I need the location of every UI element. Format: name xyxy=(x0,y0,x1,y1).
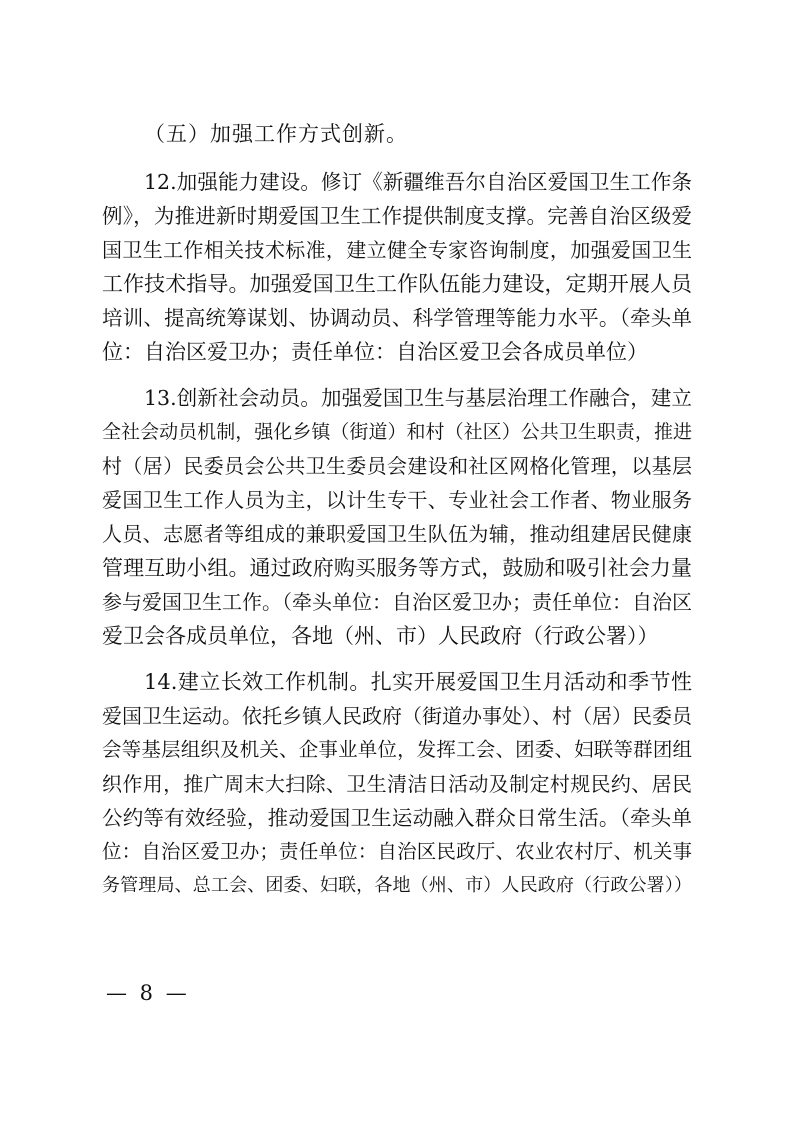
paragraph-12-line-6: 位：自治区爱卫办；责任单位：自治区爱卫会各成员单位） xyxy=(102,340,648,364)
paragraph-12-line-3: 国卫生工作相关技术标准，建立健全专家咨询制度，加强爱国卫生 xyxy=(102,238,692,262)
paragraph-13-line-7: 参与爱国卫生工作。（牵头单位：自治区爱卫办；责任单位：自治区 xyxy=(102,590,692,614)
paragraph-12-line-2: 例》，为推进新时期爱国卫生工作提供制度支撑。完善自治区级爱 xyxy=(102,204,692,228)
paragraph-12-line-5: 培训、提高统筹谋划、协调动员、科学管理等能力水平。（牵头单 xyxy=(102,306,692,330)
paragraph-14-line-2: 爱国卫生运动。依托乡镇人民政府（街道办事处）、村（居）民委员 xyxy=(102,704,692,728)
paragraph-13-line-8: 爱卫会各成员单位，各地（州、市）人民政府（行政公署）） xyxy=(102,624,659,648)
paragraph-13-line-2: 全社会动员机制，强化乡镇（街道）和村（社区）公共卫生职责，推进 xyxy=(102,421,692,443)
paragraph-13-line-1: 13.创新社会动员。加强爱国卫生与基层治理工作融合，建立 xyxy=(144,386,692,410)
page-number: — 8 — xyxy=(106,981,190,1005)
paragraph-13-line-6: 管理互助小组。通过政府购买服务等方式，鼓励和吸引社会力量 xyxy=(102,556,692,580)
paragraph-13-line-3: 村（居）民委员会公共卫生委员会建设和社区网格化管理，以基层 xyxy=(102,454,692,478)
paragraph-12-line-1: 12.加强能力建设。修订《新疆维吾尔自治区爱国卫生工作条 xyxy=(144,170,692,194)
paragraph-14-line-7: 务管理局、总工会、团委、妇联，各地（州、市）人民政府（行政公署）） xyxy=(102,875,692,896)
paragraph-14-line-1: 14.建立长效工作机制。扎实开展爱国卫生月活动和季节性 xyxy=(144,670,692,694)
paragraph-14-line-5: 公约等有效经验，推动爱国卫生运动融入群众日常生活。（牵头单 xyxy=(102,806,692,830)
paragraph-12-line-4: 工作技术指导。加强爱国卫生工作队伍能力建设，定期开展人员 xyxy=(102,272,692,296)
paragraph-13-line-5: 人员、志愿者等组成的兼职爱国卫生队伍为辅，推动组建居民健康 xyxy=(102,522,692,546)
paragraph-14-line-4: 织作用，推广周末大扫除、卫生清洁日活动及制定村规民约、居民 xyxy=(102,772,692,796)
paragraph-13-line-4: 爱国卫生工作人员为主，以计生专干、专业社会工作者、物业服务 xyxy=(102,488,692,512)
section-heading: （五）加强工作方式创新。 xyxy=(144,122,408,146)
paragraph-14-line-3: 会等基层组织及机关、企事业单位，发挥工会、团委、妇联等群团组 xyxy=(102,738,692,761)
paragraph-14-line-6: 位：自治区爱卫办；责任单位：自治区民政厅、农业农村厅、机关事 xyxy=(102,840,692,863)
